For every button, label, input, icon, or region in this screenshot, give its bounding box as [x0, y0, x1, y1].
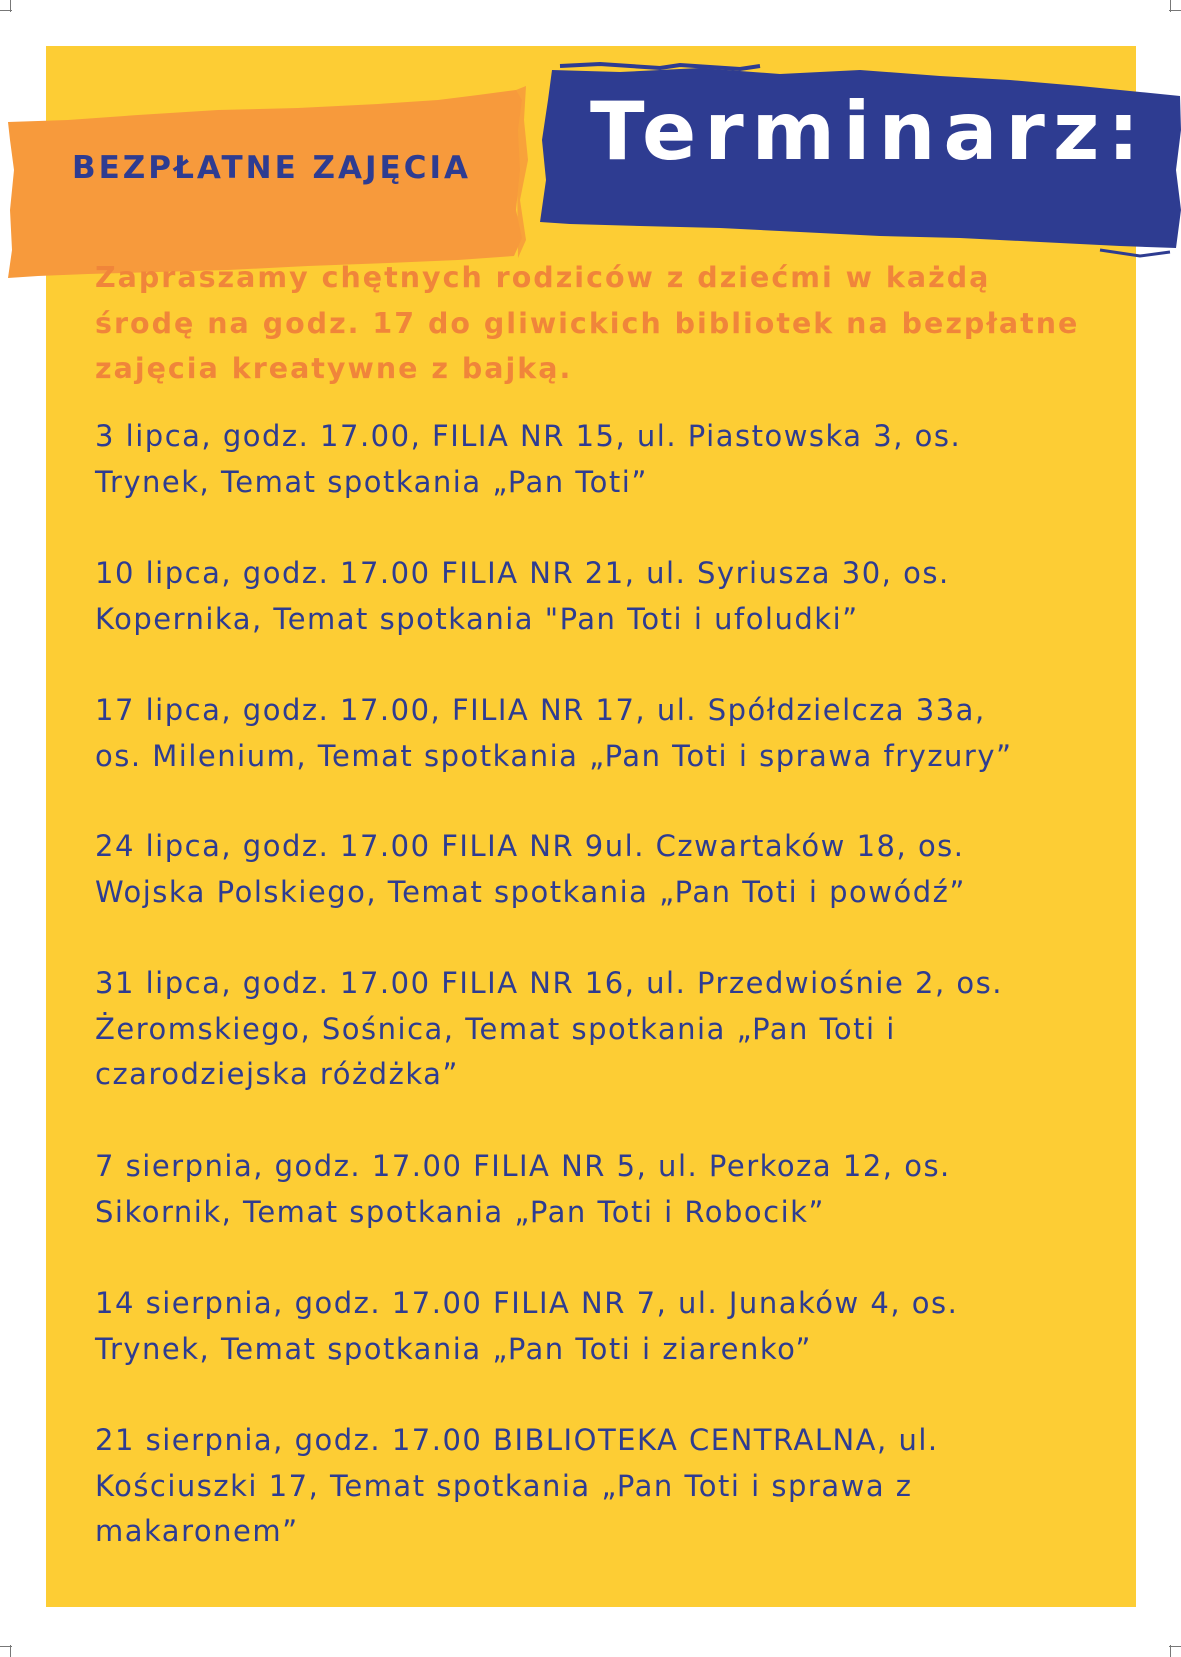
schedule-line: Trynek, Temat spotkania „Pan Toti”: [95, 464, 648, 499]
schedule-entry: [95, 824, 1115, 915]
schedule-entry: [95, 1281, 1115, 1372]
schedule-line: os. Milenium, Temat spotkania „Pan Toti i sprawa fryzury”: [95, 738, 1013, 773]
schedule-line: 10 lipca, godz. 17.00 FILIA NR 21, ul. Syriusza 30, os.: [95, 556, 950, 590]
free-classes-badge: BEZPŁATNE ZAJĘCIA: [72, 150, 472, 186]
schedule-line: Kopernika, Temat spotkania "Pan Toti i ufoludki”: [95, 601, 859, 636]
schedule-line: Kościuszki 17, Temat spotkania „Pan Toti i sprawa z: [95, 1468, 913, 1503]
intro-line: środę na godz. 17 do gliwickich bibliotek na bezpłatne: [95, 306, 1080, 340]
intro-paragraph: [95, 255, 1095, 392]
schedule-line: 31 lipca, godz. 17.00 FILIA NR 16, ul. Przedwiośnie 2, os.: [95, 966, 1003, 1000]
schedule-line: Sikornik, Temat spotkania „Pan Toti i Robocik”: [95, 1194, 825, 1229]
schedule-entry: [95, 961, 1115, 1098]
schedule-line: makaronem”: [95, 1514, 299, 1548]
crop-mark-bl-v: [10, 1645, 11, 1657]
schedule-line: Wojska Polskiego, Temat spotkania „Pan Toti i powódź”: [95, 874, 966, 909]
schedule-line: Trynek, Temat spotkania „Pan Toti i ziarenko”: [95, 1331, 812, 1366]
schedule-entry: [95, 551, 1115, 642]
schedule-entry: [95, 414, 1115, 505]
crop-mark-tl-v: [10, 0, 11, 12]
schedule-line: 17 lipca, godz. 17.00, FILIA NR 17, ul. Spółdzielcza 33a,: [95, 693, 986, 727]
crop-mark-tr-v: [1170, 0, 1171, 12]
schedule-line: 7 sierpnia, godz. 17.00 FILIA NR 5, ul. Perkoza 12, os.: [95, 1149, 951, 1183]
schedule-line: 21 sierpnia, godz. 17.00 BIBLIOTEKA CENTRALNA, ul.: [95, 1423, 939, 1457]
crop-mark-br-v: [1170, 1645, 1171, 1657]
intro-line: Zapraszamy chętnych rodziców z dziećmi w każdą: [95, 261, 991, 294]
schedule-line: Żeromskiego, Sośnica, Temat spotkania „Pan Toti i: [95, 1011, 896, 1046]
schedule-line: 14 sierpnia, godz. 17.00 FILIA NR 7, ul. Junaków 4, os.: [95, 1286, 959, 1320]
schedule-line: czarodziejska różdżka”: [95, 1057, 459, 1091]
schedule-line: 24 lipca, godz. 17.00 FILIA NR 9ul. Czwartaków 18, os.: [95, 829, 965, 863]
page-title: Terminarz:: [590, 85, 1148, 178]
schedule-line: 3 lipca, godz. 17.00, FILIA NR 15, ul. Piastowska 3, os.: [95, 419, 962, 453]
schedule-entry: [95, 1144, 1115, 1235]
intro-line: zajęcia kreatywne z bajką.: [95, 352, 573, 385]
schedule-entry: [95, 1418, 1115, 1555]
schedule-entry: [95, 688, 1115, 779]
